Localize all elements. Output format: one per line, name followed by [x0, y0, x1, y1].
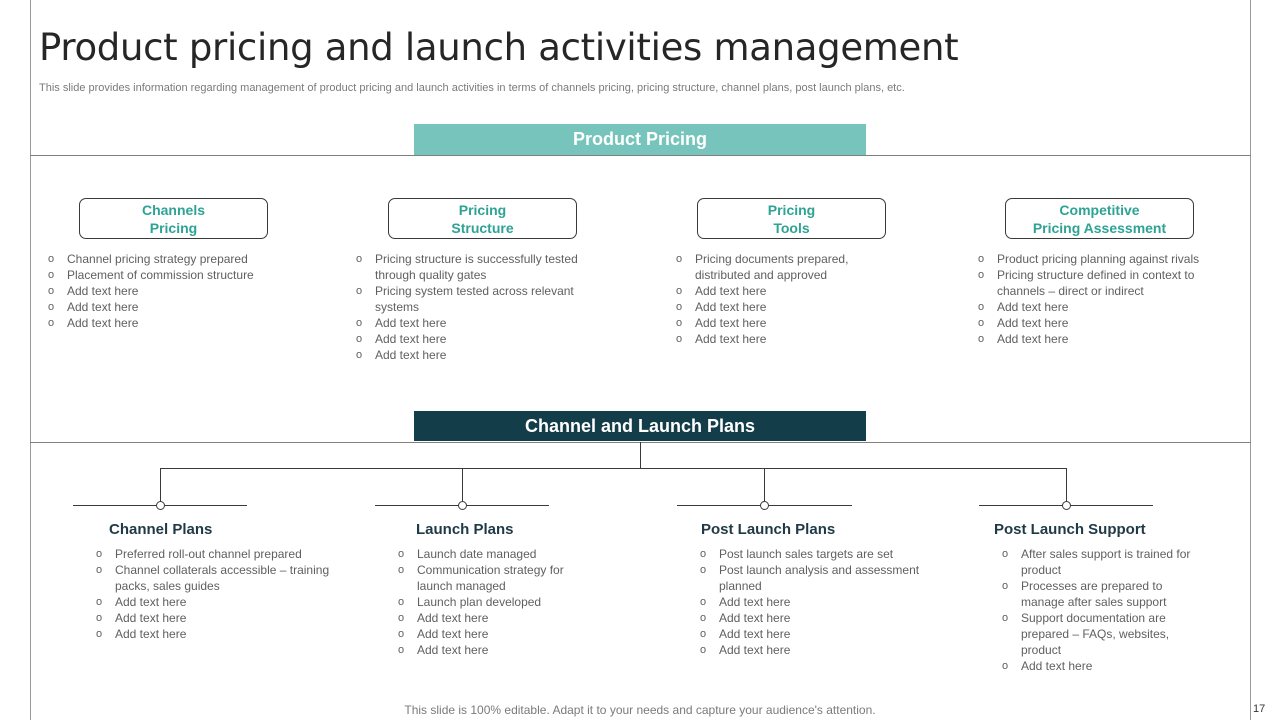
pill-pricing-tools	[697, 198, 886, 239]
footer-text: This slide is 100% editable. Adapt it to your needs and capture your audience's attention.	[404, 703, 876, 717]
pill-heading-line1: Pricing	[458, 201, 507, 218]
pill-heading-line1: Pricing	[767, 201, 816, 218]
list-item: o Add text here	[978, 331, 1240, 347]
list-item: o Add text here	[356, 331, 586, 347]
list-item: o Add text here	[676, 283, 896, 299]
list-item: o Post launch analysis and assessment planned	[700, 562, 925, 594]
channels-pricing-list	[48, 251, 298, 331]
list-item: o Add text here	[676, 299, 896, 315]
plan-heading-post-launch-support: Post Launch Support	[994, 521, 1146, 538]
list-item: o Channel collaterals accessible – training packs, sales guides	[96, 562, 331, 594]
pill-channels-pricing	[79, 198, 268, 239]
pricing-structure-list	[356, 251, 586, 363]
list-item: o After sales support is trained for product	[1002, 546, 1202, 578]
list-item: o Add text here	[398, 610, 598, 626]
list-item: o Add text here	[1002, 658, 1202, 674]
pill-heading-line2: Pricing	[149, 219, 198, 236]
post-launch-support-list	[1002, 546, 1202, 674]
product-pricing-banner: Product Pricing	[414, 124, 866, 155]
tree-branch-line	[462, 468, 463, 505]
post-launch-plans-list	[700, 546, 925, 658]
channel-launch-plans-banner: Channel and Launch Plans	[414, 411, 866, 441]
tree-node-circle	[156, 501, 165, 510]
list-item: o Add text here	[96, 594, 331, 610]
tree-branch-line	[160, 468, 161, 505]
list-item: o Placement of commission structure	[48, 267, 298, 283]
list-item: o Add text here	[978, 315, 1240, 331]
pill-pricing-structure	[388, 198, 577, 239]
pill-heading-line2: Tools	[773, 219, 810, 236]
tree-node-circle	[1062, 501, 1071, 510]
list-item: o Support documentation are prepared – FAQs, websites, product	[1002, 610, 1202, 658]
list-item: o Add text here	[700, 594, 925, 610]
list-item: o Add text here	[978, 299, 1240, 315]
plan-heading-launch-plans: Launch Plans	[416, 521, 514, 538]
list-item: o Channel pricing strategy prepared	[48, 251, 298, 267]
tree-node-circle	[458, 501, 467, 510]
pill-heading-line2: Structure	[451, 219, 514, 236]
list-item: o Post launch sales targets are set	[700, 546, 925, 562]
list-item: o Pricing system tested across relevant systems	[356, 283, 586, 315]
page-number: 17	[1253, 703, 1266, 715]
list-item: o Add text here	[96, 610, 331, 626]
list-item: o Add text here	[700, 610, 925, 626]
page-title: Product pricing and launch activities management	[39, 26, 959, 69]
list-item: o Add text here	[356, 315, 586, 331]
list-item: o Launch date managed	[398, 546, 598, 562]
list-item: o Pricing structure defined in context to channels – direct or indirect	[978, 267, 1240, 299]
channel-plans-list	[96, 546, 331, 642]
tree-trunk-line	[640, 442, 641, 469]
competitive-pricing-list	[978, 251, 1240, 347]
list-item: o Pricing structure is successfully tested through quality gates	[356, 251, 586, 283]
list-item: o Processes are prepared to manage after sales support	[1002, 578, 1202, 610]
list-item: o Pricing documents prepared, distributed and approved	[676, 251, 896, 283]
list-item: o Add text here	[48, 283, 298, 299]
tree-branch-line	[764, 468, 765, 505]
frame-right-border	[1250, 0, 1251, 720]
list-item: o Add text here	[676, 315, 896, 331]
tree-branch-line	[1066, 468, 1067, 505]
pill-heading-line1: Channels	[141, 201, 205, 218]
plan-heading-channel-plans: Channel Plans	[109, 521, 213, 538]
tree-node-circle	[760, 501, 769, 510]
tree-horizontal-line	[160, 468, 1067, 469]
pill-heading-line2: Pricing Assessment	[1032, 219, 1167, 236]
list-item: o Add text here	[48, 315, 298, 331]
list-item: o Add text here	[398, 626, 598, 642]
list-item: o Add text here	[676, 331, 896, 347]
pill-heading-line1: Competitive	[1059, 201, 1140, 218]
list-item: o Communication strategy for launch managed	[398, 562, 598, 594]
launch-plans-list	[398, 546, 598, 658]
list-item: o Add text here	[356, 347, 586, 363]
footer-note	[0, 703, 1280, 717]
list-item: o Add text here	[96, 626, 331, 642]
frame-left-border	[30, 0, 31, 720]
list-item: o Launch plan developed	[398, 594, 598, 610]
list-item: o Add text here	[700, 626, 925, 642]
plan-heading-post-launch-plans: Post Launch Plans	[701, 521, 836, 538]
pill-competitive-pricing-assessment	[1005, 198, 1194, 239]
page-subtitle: This slide provides information regarding management of product pricing and launch activities in terms of channels pricing, pricing structure, channel plans, post launch plans, etc.	[39, 82, 905, 94]
pricing-divider-line	[30, 155, 1251, 156]
list-item: o Add text here	[398, 642, 598, 658]
pricing-tools-list	[676, 251, 896, 347]
list-item: o Add text here	[700, 642, 925, 658]
list-item: o Product pricing planning against rivals	[978, 251, 1240, 267]
list-item: o Preferred roll-out channel prepared	[96, 546, 331, 562]
list-item: o Add text here	[48, 299, 298, 315]
